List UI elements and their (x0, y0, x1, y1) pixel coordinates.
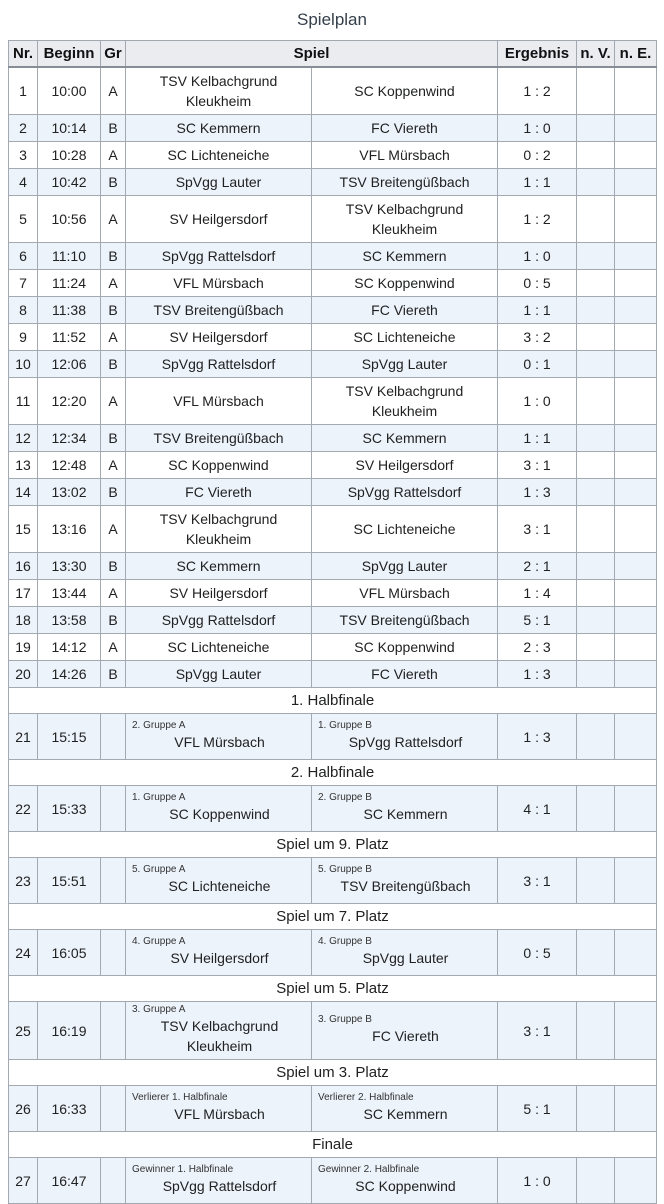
table-row (9, 67, 657, 115)
nv-cell (577, 714, 615, 760)
ne-cell (615, 452, 657, 479)
match-group: B (101, 351, 126, 378)
home-team: TSV Kelbachgrund Kleukheim (126, 506, 312, 553)
table-row (9, 169, 657, 196)
home-team: SC Koppenwind (126, 452, 312, 479)
match-number: 26 (9, 1086, 38, 1132)
away-team: SC Kemmern (312, 243, 498, 270)
match-group: A (101, 378, 126, 425)
away-team: SC Kemmern (363, 1106, 448, 1122)
nv-cell (577, 324, 615, 351)
section-title: Spiel um 5. Platz (9, 976, 657, 1002)
table-row (9, 1002, 657, 1060)
match-time: 10:14 (38, 115, 101, 142)
home-team-cell (126, 786, 312, 832)
match-group (101, 930, 126, 976)
nv-cell (577, 479, 615, 506)
table-row (9, 479, 657, 506)
table-row (9, 553, 657, 580)
nv-cell (577, 506, 615, 553)
match-result: 3 : 1 (498, 1002, 577, 1060)
col-header-beginn: Beginn (38, 41, 101, 68)
match-result: 3 : 1 (498, 506, 577, 553)
away-team: FC Viereth (312, 297, 498, 324)
match-result: 0 : 5 (498, 270, 577, 297)
match-group: A (101, 324, 126, 351)
section-title: Spiel um 3. Platz (9, 1060, 657, 1086)
home-seed-label: 1. Gruppe A (132, 792, 186, 803)
home-team: SC Lichteneiche (168, 878, 271, 894)
match-group (101, 1086, 126, 1132)
ne-cell (615, 479, 657, 506)
match-result: 0 : 2 (498, 142, 577, 169)
match-number: 1 (9, 67, 38, 115)
home-team: SC Lichteneiche (126, 634, 312, 661)
away-team: SpVgg Lauter (362, 950, 449, 966)
away-seed-label: Verlierer 2. Halbfinale (318, 1092, 414, 1103)
section-row (9, 976, 657, 1002)
match-time: 12:06 (38, 351, 101, 378)
home-team: VFL Mürsbach (174, 1106, 265, 1122)
away-team: VFL Mürsbach (312, 580, 498, 607)
match-number: 24 (9, 930, 38, 976)
away-team: FC Viereth (312, 115, 498, 142)
away-seed-label: 1. Gruppe B (318, 720, 372, 731)
match-time: 14:26 (38, 661, 101, 688)
home-team-cell (126, 1086, 312, 1132)
col-header-gr: Gr (101, 41, 126, 68)
match-time: 16:33 (38, 1086, 101, 1132)
away-team: VFL Mürsbach (312, 142, 498, 169)
home-team: SV Heilgersdorf (126, 324, 312, 351)
away-team: TSV Breitengüßbach (312, 169, 498, 196)
nv-cell (577, 169, 615, 196)
match-number: 25 (9, 1002, 38, 1060)
section-title: Finale (9, 1132, 657, 1158)
match-group: B (101, 425, 126, 452)
table-row (9, 425, 657, 452)
header-row (9, 41, 657, 68)
match-result: 5 : 1 (498, 1086, 577, 1132)
match-result: 1 : 0 (498, 243, 577, 270)
nv-cell (577, 634, 615, 661)
match-group (101, 1158, 126, 1204)
home-team: SpVgg Rattelsdorf (126, 607, 312, 634)
nv-cell (577, 786, 615, 832)
table-row (9, 634, 657, 661)
match-group: A (101, 634, 126, 661)
match-result: 2 : 1 (498, 553, 577, 580)
match-result: 1 : 4 (498, 580, 577, 607)
ne-cell (615, 553, 657, 580)
match-group: B (101, 479, 126, 506)
away-team: FC Viereth (372, 1028, 439, 1044)
away-team: FC Viereth (312, 661, 498, 688)
match-time: 16:19 (38, 1002, 101, 1060)
match-number: 9 (9, 324, 38, 351)
away-team: TSV Kelbachgrund Kleukheim (312, 196, 498, 243)
match-group: B (101, 243, 126, 270)
ne-cell (615, 243, 657, 270)
page-title: Spielplan (297, 10, 367, 29)
match-time: 15:15 (38, 714, 101, 760)
table-row (9, 452, 657, 479)
home-seed-label: 2. Gruppe A (132, 720, 186, 731)
away-team-cell (312, 1002, 498, 1060)
home-team: SV Heilgersdorf (170, 950, 269, 966)
ne-cell (615, 324, 657, 351)
ne-cell (615, 67, 657, 115)
match-result: 0 : 1 (498, 351, 577, 378)
away-team-cell (312, 714, 498, 760)
match-time: 15:51 (38, 858, 101, 904)
home-team: SC Kemmern (126, 553, 312, 580)
away-team: SC Koppenwind (312, 67, 498, 115)
ne-cell (615, 930, 657, 976)
match-result: 1 : 2 (498, 196, 577, 243)
ne-cell (615, 1158, 657, 1204)
match-group (101, 714, 126, 760)
nv-cell (577, 452, 615, 479)
table-row (9, 196, 657, 243)
ne-cell (615, 634, 657, 661)
nv-cell (577, 270, 615, 297)
ne-cell (615, 169, 657, 196)
nv-cell (577, 142, 615, 169)
table-row (9, 786, 657, 832)
home-seed-label: 3. Gruppe A (132, 1004, 186, 1015)
ne-cell (615, 425, 657, 452)
ne-cell (615, 115, 657, 142)
match-group: A (101, 506, 126, 553)
away-team: SpVgg Lauter (312, 351, 498, 378)
match-time: 11:52 (38, 324, 101, 351)
home-team: SpVgg Rattelsdorf (126, 351, 312, 378)
col-header-nr: Nr. (9, 41, 38, 68)
section-title: Spiel um 9. Platz (9, 832, 657, 858)
match-time: 11:24 (38, 270, 101, 297)
match-group (101, 1002, 126, 1060)
away-team: SC Koppenwind (312, 270, 498, 297)
match-time: 10:42 (38, 169, 101, 196)
nv-cell (577, 858, 615, 904)
nv-cell (577, 67, 615, 115)
match-time: 15:33 (38, 786, 101, 832)
home-team-cell (126, 1158, 312, 1204)
match-group (101, 858, 126, 904)
match-result: 1 : 0 (498, 115, 577, 142)
match-number: 4 (9, 169, 38, 196)
match-time: 13:44 (38, 580, 101, 607)
home-team: SC Kemmern (126, 115, 312, 142)
match-time: 11:38 (38, 297, 101, 324)
away-team: SC Koppenwind (355, 1178, 456, 1194)
match-number: 2 (9, 115, 38, 142)
ne-cell (615, 580, 657, 607)
match-group (101, 786, 126, 832)
away-team: SV Heilgersdorf (312, 452, 498, 479)
nv-cell (577, 930, 615, 976)
ne-cell (615, 270, 657, 297)
match-time: 10:56 (38, 196, 101, 243)
match-number: 6 (9, 243, 38, 270)
away-team: SC Kemmern (312, 425, 498, 452)
home-team: SpVgg Lauter (126, 169, 312, 196)
match-time: 14:12 (38, 634, 101, 661)
ne-cell (615, 858, 657, 904)
match-number: 16 (9, 553, 38, 580)
home-team-cell (126, 714, 312, 760)
home-team-cell (126, 858, 312, 904)
nv-cell (577, 243, 615, 270)
home-team-cell (126, 930, 312, 976)
match-number: 21 (9, 714, 38, 760)
table-row (9, 115, 657, 142)
nv-cell (577, 115, 615, 142)
table-row (9, 1086, 657, 1132)
match-group: B (101, 297, 126, 324)
match-result: 1 : 3 (498, 661, 577, 688)
table-row (9, 297, 657, 324)
away-team: TSV Kelbachgrund Kleukheim (312, 378, 498, 425)
home-team: TSV Breitengüßbach (126, 425, 312, 452)
match-number: 11 (9, 378, 38, 425)
match-number: 3 (9, 142, 38, 169)
away-team: SC Lichteneiche (312, 324, 498, 351)
match-number: 18 (9, 607, 38, 634)
away-team: SpVgg Rattelsdorf (312, 479, 498, 506)
section-row (9, 760, 657, 786)
match-time: 12:48 (38, 452, 101, 479)
match-time: 12:34 (38, 425, 101, 452)
match-time: 13:16 (38, 506, 101, 553)
match-group: A (101, 580, 126, 607)
ne-cell (615, 351, 657, 378)
nv-cell (577, 1086, 615, 1132)
away-team: SpVgg Rattelsdorf (348, 734, 463, 750)
match-time: 16:05 (38, 930, 101, 976)
home-team: SC Koppenwind (169, 806, 270, 822)
nv-cell (577, 553, 615, 580)
ne-cell (615, 506, 657, 553)
nv-cell (577, 297, 615, 324)
match-group: B (101, 553, 126, 580)
match-time: 11:10 (38, 243, 101, 270)
table-row (9, 351, 657, 378)
match-result: 1 : 1 (498, 425, 577, 452)
match-time: 12:20 (38, 378, 101, 425)
match-result: 3 : 1 (498, 858, 577, 904)
col-header-ne: n. E. (615, 41, 657, 68)
match-number: 20 (9, 661, 38, 688)
section-row (9, 688, 657, 714)
home-team: TSV Kelbachgrund Kleukheim (126, 67, 312, 115)
match-number: 27 (9, 1158, 38, 1204)
home-team: SpVgg Rattelsdorf (126, 243, 312, 270)
home-team: FC Viereth (126, 479, 312, 506)
away-seed-label: 3. Gruppe B (318, 1014, 372, 1025)
match-group: B (101, 661, 126, 688)
table-row (9, 142, 657, 169)
away-team-cell (312, 786, 498, 832)
home-team: SV Heilgersdorf (126, 580, 312, 607)
nv-cell (577, 661, 615, 688)
match-time: 10:00 (38, 67, 101, 115)
match-number: 7 (9, 270, 38, 297)
ne-cell (615, 1002, 657, 1060)
table-row (9, 243, 657, 270)
ne-cell (615, 786, 657, 832)
table-row (9, 378, 657, 425)
match-result: 1 : 3 (498, 714, 577, 760)
match-time: 13:02 (38, 479, 101, 506)
home-team: VFL Mürsbach (174, 734, 265, 750)
away-team: SC Kemmern (363, 806, 448, 822)
away-seed-label: 5. Gruppe B (318, 864, 372, 875)
home-team: TSV Breitengüßbach (126, 297, 312, 324)
match-number: 17 (9, 580, 38, 607)
home-seed-label: Gewinner 1. Halbfinale (132, 1164, 234, 1175)
home-team: SV Heilgersdorf (126, 196, 312, 243)
ne-cell (615, 378, 657, 425)
match-result: 1 : 0 (498, 1158, 577, 1204)
match-result: 1 : 1 (498, 297, 577, 324)
section-title: 1. Halbfinale (9, 688, 657, 714)
ne-cell (615, 714, 657, 760)
home-team-cell (126, 1002, 312, 1060)
away-team-cell (312, 1158, 498, 1204)
match-number: 23 (9, 858, 38, 904)
away-team-cell (312, 1086, 498, 1132)
match-result: 3 : 2 (498, 324, 577, 351)
away-team: SC Koppenwind (312, 634, 498, 661)
nv-cell (577, 425, 615, 452)
away-team-cell (312, 930, 498, 976)
home-team: SC Lichteneiche (126, 142, 312, 169)
home-seed-label: 5. Gruppe A (132, 864, 186, 875)
ne-cell (615, 196, 657, 243)
match-group: B (101, 115, 126, 142)
section-title: 2. Halbfinale (9, 760, 657, 786)
match-result: 1 : 3 (498, 479, 577, 506)
table-row (9, 607, 657, 634)
home-team: VFL Mürsbach (126, 378, 312, 425)
match-group: B (101, 607, 126, 634)
home-team: TSV Kelbachgrund Kleukheim (160, 1018, 279, 1054)
match-result: 5 : 1 (498, 607, 577, 634)
table-row (9, 506, 657, 553)
match-result: 1 : 0 (498, 378, 577, 425)
section-row (9, 1132, 657, 1158)
away-team: TSV Breitengüßbach (340, 878, 471, 894)
match-time: 13:30 (38, 553, 101, 580)
table-row (9, 324, 657, 351)
nv-cell (577, 580, 615, 607)
table-row (9, 661, 657, 688)
match-time: 10:28 (38, 142, 101, 169)
col-header-ergebnis: Ergebnis (498, 41, 577, 68)
section-row (9, 904, 657, 930)
match-number: 12 (9, 425, 38, 452)
schedule-table (8, 40, 657, 1204)
nv-cell (577, 351, 615, 378)
col-header-nv: n. V. (577, 41, 615, 68)
home-team: VFL Mürsbach (126, 270, 312, 297)
match-group: A (101, 142, 126, 169)
table-row (9, 1158, 657, 1204)
match-result: 0 : 5 (498, 930, 577, 976)
away-team: SpVgg Lauter (312, 553, 498, 580)
match-number: 10 (9, 351, 38, 378)
match-result: 1 : 2 (498, 67, 577, 115)
away-seed-label: 4. Gruppe B (318, 936, 372, 947)
match-number: 15 (9, 506, 38, 553)
nv-cell (577, 196, 615, 243)
ne-cell (615, 297, 657, 324)
ne-cell (615, 1086, 657, 1132)
away-team-cell (312, 858, 498, 904)
match-result: 4 : 1 (498, 786, 577, 832)
nv-cell (577, 378, 615, 425)
home-seed-label: 4. Gruppe A (132, 936, 186, 947)
home-seed-label: Verlierer 1. Halbfinale (132, 1092, 228, 1103)
match-number: 19 (9, 634, 38, 661)
match-number: 5 (9, 196, 38, 243)
match-number: 22 (9, 786, 38, 832)
home-team: SpVgg Lauter (126, 661, 312, 688)
ne-cell (615, 142, 657, 169)
match-number: 14 (9, 479, 38, 506)
match-number: 8 (9, 297, 38, 324)
match-result: 1 : 1 (498, 169, 577, 196)
match-time: 13:58 (38, 607, 101, 634)
table-row (9, 858, 657, 904)
home-team: SpVgg Rattelsdorf (162, 1178, 277, 1194)
table-row (9, 714, 657, 760)
table-row (9, 580, 657, 607)
away-team: SC Lichteneiche (312, 506, 498, 553)
section-title: Spiel um 7. Platz (9, 904, 657, 930)
match-group: A (101, 270, 126, 297)
section-row (9, 1060, 657, 1086)
away-seed-label: Gewinner 2. Halbfinale (318, 1164, 420, 1175)
section-row (9, 832, 657, 858)
match-result: 2 : 3 (498, 634, 577, 661)
col-header-spiel: Spiel (126, 41, 498, 68)
nv-cell (577, 607, 615, 634)
match-number: 13 (9, 452, 38, 479)
match-group: A (101, 196, 126, 243)
match-group: B (101, 169, 126, 196)
ne-cell (615, 661, 657, 688)
nv-cell (577, 1158, 615, 1204)
nv-cell (577, 1002, 615, 1060)
table-row (9, 270, 657, 297)
match-result: 3 : 1 (498, 452, 577, 479)
match-time: 16:47 (38, 1158, 101, 1204)
match-group: A (101, 67, 126, 115)
match-group: A (101, 452, 126, 479)
table-row (9, 930, 657, 976)
ne-cell (615, 607, 657, 634)
away-seed-label: 2. Gruppe B (318, 792, 372, 803)
away-team: TSV Breitengüßbach (312, 607, 498, 634)
